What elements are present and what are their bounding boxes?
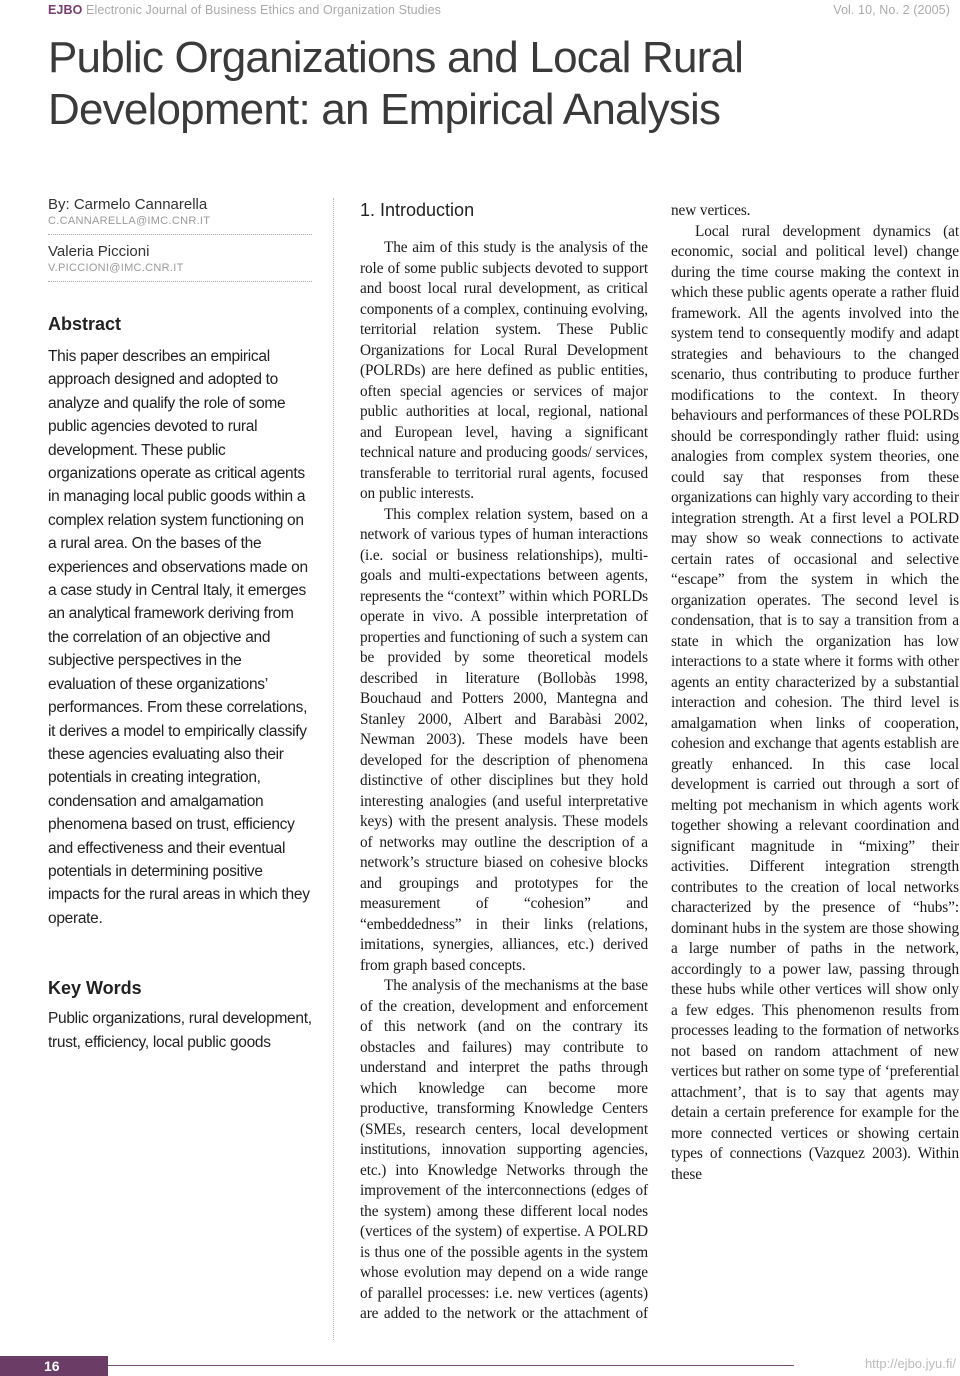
column-divider xyxy=(333,198,334,1340)
abstract-text: This paper describes an empirical approach designed and adopted to analyze and qualify the role of some public agencies devoted to rural development. These public organizations operate as critical agents in managing local public goods within a complex relation system functioning on a rural area. On the bases of the experiences and observations made on a case study in Central Italy, it emerges an analytical framework deriving from the correlation of an objective and subjective perspectives in the evaluation of these organizations’ performances. From these correlations, it derives a model to empirically classify these agencies evaluating also their potentials in creating integration, condensation and amalgamation phenomena based on trust, efficiency and effectiveness and their eventual potentials in determining positive impacts for the rural areas in which they operate. xyxy=(48,348,310,927)
right-column xyxy=(671,201,959,1185)
intro-paragraph-1: The aim of this study is the analysis of the role of some public subjects devoted to support and boost local rural development, as critical components of a complex, continuing evolving, territorial relation system. These Public Organizations for Local Rural Development (POLRDs) are here defined as public entities, often special agencies or services of major public authorities at local, regional, national and European level, having a significant technical nature and producing goods/ services, transferable to territorial rural agents, focused on public interests. xyxy=(360,239,648,502)
page-number: 16 xyxy=(44,1358,60,1374)
footer-url-link[interactable]: http://ejbo.jyu.fi/ xyxy=(864,1356,956,1371)
author-name-1: By: Carmelo Cannarella xyxy=(48,196,208,213)
journal-abbr: EJBO xyxy=(48,3,83,17)
keywords-text: Public organizations, rural development, trust, efficiency, local public goods xyxy=(48,1010,312,1051)
intro-paragraph-3: The analysis of the mechanisms at the base of the creation, development and enforcement of this network (and on the contrary its obstacles and failures) may contribute to understand and interpret the paths through which knowledge can become more productive, transforming Knowledge Centers (SMEs, research centers, local development institutions, innovation supporting agencies, etc.) into Knowledge Networks through the improvement of the interconnections (edges of the system) among these different local nodes (vertices of the system) of expertise. A POLRD is thus one of the possible agents in the system whose evolution may depend on a wide range of parallel processes: i.e. new vertices (agents) are added to the network or the attachment of xyxy=(360,977,648,1322)
article-title xyxy=(48,32,928,136)
author-email-2[interactable]: V.PICCIONI@IMC.CNR.IT xyxy=(48,262,184,274)
keywords-heading: Key Words xyxy=(48,978,142,999)
author-divider-bottom xyxy=(48,281,312,282)
journal-name: Electronic Journal of Business Ethics and Organization Studies xyxy=(86,3,442,17)
author-email-1[interactable]: C.CANNARELLA@IMC.CNR.IT xyxy=(48,215,211,227)
footer-rule xyxy=(108,1365,794,1366)
abstract-heading: Abstract xyxy=(48,314,122,334)
page-number-bar xyxy=(0,1356,108,1376)
title-line-2: Development: an Empirical Analysis xyxy=(48,85,721,134)
journal-header xyxy=(48,3,950,19)
intro-paragraph-2: This complex relation system, based on a network of various types of human interactions (i.e. social or business relationships), multi-goals and multi-expectations between agents, represents the “context” within which PORLDs operate in vivo. A possible interpretation of properties and functioning of such a system can be provided by some theoretical models described in literature (Bollobàs 1998, Bouchaud and Potters 2000, Mantegna and Stanley 2000, Albert and Barabàsi 2002, Newman 2003). These models have been developed for the description of phenomena distinctive of other disciplines but they hold interesting analogies (and useful interpretative keys) with the present analysis. These models of networks may outline the description of a network’s structure biased on cohesive blocks and groupings and prototypes for the measurement of “cohesion” and “embeddedness” in their links (relations, imitations, synergies, alliances, etc.) derived from graph based concepts. xyxy=(360,505,648,974)
title-line-1: Public Organizations and Local Rural xyxy=(48,33,744,82)
introduction-heading: 1. Introduction xyxy=(360,200,475,220)
volume-info: Vol. 10, No. 2 (2005) xyxy=(833,3,950,17)
author-divider xyxy=(48,234,312,235)
intro-paragraph-3-continued: new vertices. xyxy=(671,202,751,219)
author-name-2: Valeria Piccioni xyxy=(48,243,150,260)
left-column xyxy=(48,196,312,1054)
middle-column xyxy=(360,198,648,1325)
intro-paragraph-4: Local rural development dynamics (at economic, social and political level) change during the time course making the context in which these public agents operate a rather fluid framework. All the agents involved into the system tend to consequently modify and adapt strategies and behaviours to the changed scenario, thus contributing to produce further modifications to the context. In theory behaviours and performances of these POLRDs should be correspondingly rather fluid: using analogies from complex system theories, one could say that responses from these organizations can highly vary according to their integration strength. At a first level a POLRD may show so weak connections to activate certain rates of occasional and selective “escape” from the system in which the organization operates. The second level is condensation, that is to say a transition from a state in which the organization has low interactions to a state where it forms with other agents an entity characterized by a substantial interaction and cohesion. The third level is amalgamation when links of cooperation, cohesion and exchange that agents establish are greatly enhanced. In this case local development is carried out through a sort of melting pot mechanism in which agents work together showing a relevant coordination and significant magnitude in “mixing” their activities. Different integration strength contributes to the creation of local networks characterized by the presence of “hubs”: dominant hubs in the system are those showing a large number of paths in the network, accordingly to a power law, passing through these hubs while other vertices will show only a few edges. This phenomenon results from processes leading to the formation of networks not based on random attachment of new vertices but rather on some type of ‘preferential attachment’, that is to say that agents may detain a certain preference for example for the more connected vertices or showing certain types of connections (Vazquez 2003). Within these xyxy=(671,222,960,1183)
